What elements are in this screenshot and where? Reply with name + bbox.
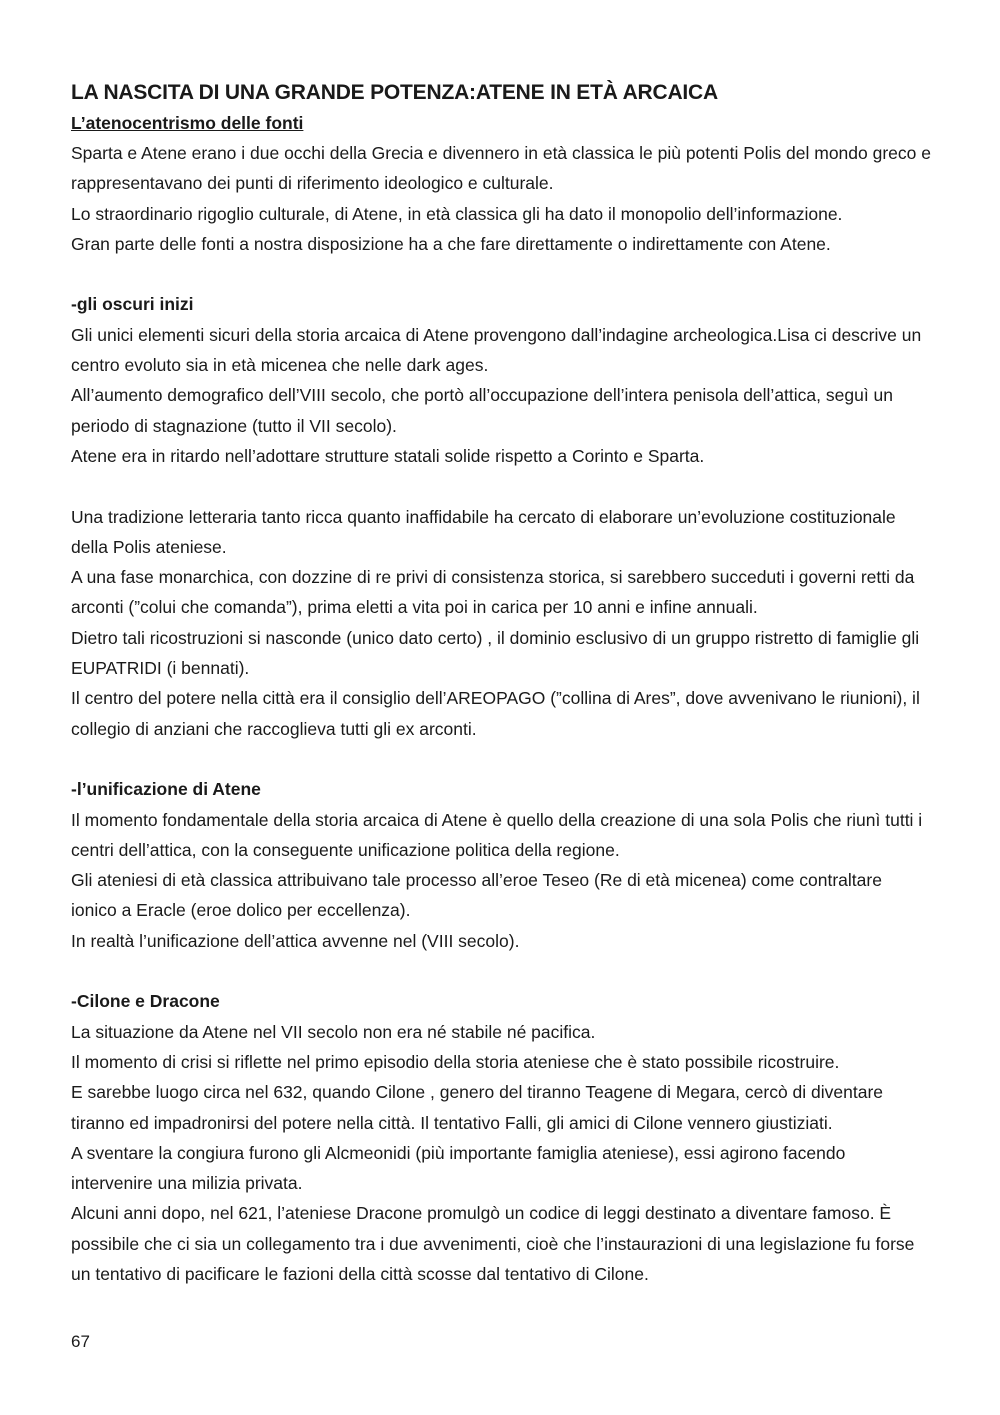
paragraph: A una fase monarchica, con dozzine di re privi di consistenza storica, si sarebbero succeduti i governi retti da arconti (”colui che comanda”), prima eletti a vita poi in carica per 10 anni e infine annuali. [71,567,915,618]
spacer [71,744,931,774]
section-heading: -l’unificazione di Atene [71,779,261,800]
page-title: LA NASCITA DI UNA GRANDE POTENZA:ATENE IN ETÀ ARCAICA [71,81,718,104]
spacer [71,259,931,289]
paragraph: Il momento fondamentale della storia arcaica di Atene è quello della creazione di una sola Polis che riunì tutti i centri dell’attica, con la conseguente unificazione politica della regione. [71,809,923,860]
paragraph: Alcuni anni dopo, nel 621, l’ateniese Dracone promulgò un codice di leggi destinato a diventare famoso. È possibile che ci sia un collegamento tra i due avvenimenti, cioè che l’instaurazioni di una legislazione fu forse un tentativo di pacificare le fazioni della città scosse dal tentativo di Cilone. [71,1203,915,1284]
paragraph: Atene era in ritardo nell’adottare strutture statali solide rispetto a Corinto e Sparta. [71,445,705,466]
document-page [71,78,931,1289]
section-heading: -gli oscuri inizi [71,294,194,315]
paragraph: Il momento di crisi si riflette nel primo episodio della storia ateniese che è stato possibile ricostruire. [71,1051,840,1072]
paragraph: Il centro del potere nella città era il consiglio dell’AREOPAGO (”collina di Ares”, dove avvenivano le riunioni), il collegio di anziani che raccoglieva tutti gli ex arconti. [71,688,920,739]
paragraph: Lo straordinario rigoglio culturale, di Atene, in età classica gli ha dato il monopolio dell’informazione. [71,203,843,224]
spacer [71,471,931,501]
paragraph: Sparta e Atene erano i due occhi della Grecia e divennero in età classica le più potenti Polis del mondo greco e rappresentavano dei punti di riferimento ideologico e culturale. [71,143,931,194]
paragraph: A sventare la congiura furono gli Alcmeonidi (più importante famiglia ateniese), essi agirono facendo intervenire una milizia privata. [71,1142,846,1194]
paragraph: Una tradizione letteraria tanto ricca quanto inaffidabile ha cercato di elaborare un’evoluzione costituzionale della Polis ateniese. [71,506,896,557]
section-heading: -Cilone e Dracone [71,991,220,1012]
page-number: 67 [71,1332,90,1351]
paragraph: Gran parte delle fonti a nostra disposizione ha a che fare direttamente o indirettamente con Atene. [71,233,831,254]
paragraph: Gli ateniesi di età classica attribuivano tale processo all’eroe Teseo (Re di età micenea) come contraltare ionico a Eracle (eroe dolico per eccellenza). [71,870,882,921]
subtitle: L’atenocentrismo delle fonti [71,113,304,133]
spacer [71,956,931,986]
paragraph: La situazione da Atene nel VII secolo non era né stabile né pacifica. [71,1021,596,1042]
paragraph: Dietro tali ricostruzioni si nasconde (unico dato certo) , il dominio esclusivo di un gruppo ristretto di famiglie gli EUPATRIDI (i bennati). [71,627,920,679]
paragraph: Gli unici elementi sicuri della storia arcaica di Atene provengono dall’indagine archeologica.Lisa ci descrive un centro evoluto sia in età micenea che nelle dark ages. [71,324,922,376]
paragraph: E sarebbe luogo circa nel 632, quando Cilone , genero del tiranno Teagene di Megara, cercò di diventare tiranno ed impadronirsi del potere nella città. Il tentativo Falli, gli amici di Cilone vennero giustiziati. [71,1082,884,1133]
paragraph: All’aumento demografico dell’VIII secolo, che portò all’occupazione dell’intera penisola dell’attica, seguì un periodo di stagnazione (tutto il VII secolo). [71,385,894,436]
paragraph: In realtà l’unificazione dell’attica avvenne nel (VIII secolo). [71,930,520,951]
